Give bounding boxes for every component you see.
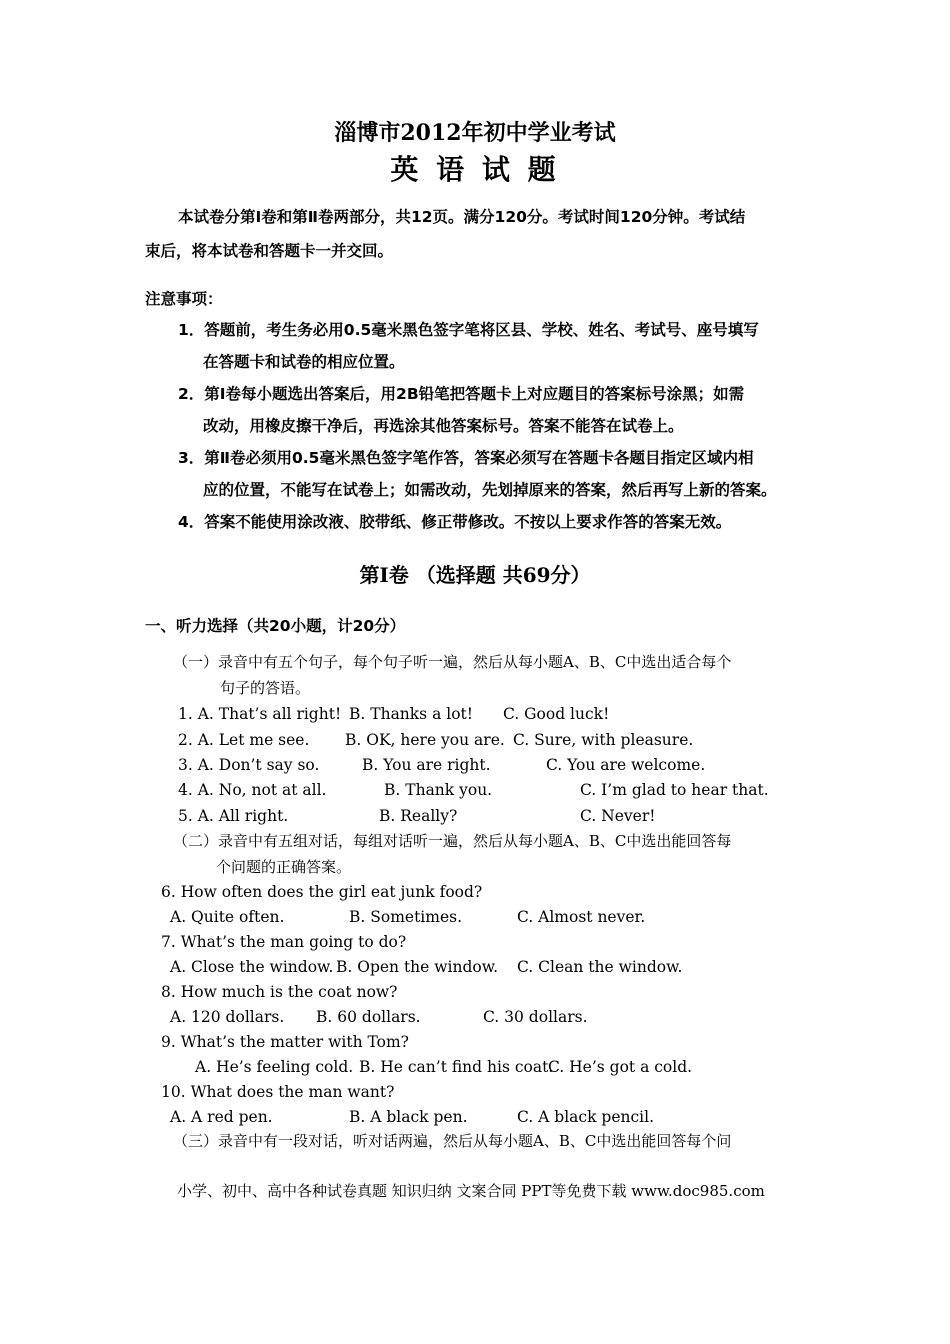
q2-option-a: 2. A. Let me see. — [178, 731, 310, 749]
q7-option-a: A. Close the window. — [170, 958, 334, 976]
intro-line-2: 束后，将本试卷和答题卡一并交回。 — [145, 242, 394, 260]
q8-option-a: A. 120 dollars. — [170, 1008, 285, 1026]
q3-option-a: 3. A. Don’t say so. — [178, 756, 320, 774]
q1-option-a: 1. A. That’s all right! — [178, 705, 342, 723]
note-1-line-1: 1．答题前，考生务必用0.5毫米黑色签字笔将区县、学校、姓名、考试号、座号填写 — [178, 321, 759, 339]
q9-option-a: A. He’s feeling cold. — [195, 1058, 354, 1076]
sub-1-line-2: 句子的答语。 — [220, 679, 311, 697]
q7-option-b: B. Open the window. — [336, 958, 499, 976]
part-1-heading: 一、听力选择（共20小题，计20分） — [145, 617, 406, 635]
q6-option-c: C. Almost never. — [517, 908, 646, 926]
notes-heading: 注意事项： — [145, 290, 223, 308]
q4-option-b: B. Thank you. — [384, 781, 493, 799]
note-3-line-1: 3．第Ⅱ卷必须用0.5毫米黑色签字笔作答，答案必须写在答题卡各题目指定区域内相 — [178, 449, 754, 467]
note-4-line-1: 4．答案不能使用涂改液、胶带纸、修正带修改。不按以上要求作答的答案无效。 — [178, 513, 732, 531]
q7-option-c: C. Clean the window. — [517, 958, 683, 976]
q9-option-c: C. He’s got a cold. — [548, 1058, 693, 1076]
q5-option-b: B. Really? — [379, 807, 458, 825]
q1-option-c: C. Good luck! — [503, 705, 610, 723]
q6-question: 6. How often does the girl eat junk food? — [161, 883, 483, 901]
q8-question: 8. How much is the coat now? — [161, 983, 398, 1001]
exam-subject: 英 语 试 题 — [390, 153, 560, 186]
q5-option-c: C. Never! — [580, 807, 656, 825]
q2-option-b: B. OK, here you are. — [345, 731, 505, 749]
q3-option-c: C. You are welcome. — [546, 756, 706, 774]
q8-option-c: C. 30 dollars. — [483, 1008, 588, 1026]
q2-option-c: C. Sure, with pleasure. — [513, 731, 694, 749]
q4-option-a: 4. A. No, not at all. — [178, 781, 327, 799]
sub-3-line-1: （三）录音中有一段对话，听对话两遍，然后从每小题A、B、C中选出能回答每个问 — [173, 1132, 732, 1150]
q3-option-b: B. You are right. — [362, 756, 491, 774]
q10-option-c: C. A black pencil. — [517, 1108, 655, 1126]
sub-2-line-1: （二）录音中有五组对话，每组对话听一遍，然后从每小题A、B、C中选出能回答每 — [173, 832, 732, 850]
note-2-line-1: 2．第Ⅰ卷每小题选出答案后，用2B铅笔把答题卡上对应题目的答案标号涂黑；如需 — [178, 385, 745, 403]
page-footer: 小学、初中、高中各种试卷真题 知识归纳 文案合同 PPT等免费下载 www.doc985.com — [177, 1182, 765, 1200]
q6-option-a: A. Quite often. — [170, 908, 285, 926]
q9-option-b: B. He can’t find his coat. — [359, 1058, 554, 1076]
sub-2-line-2: 个问题的正确答案。 — [216, 858, 352, 876]
q4-option-c: C. I’m glad to hear that. — [580, 781, 769, 799]
q5-option-a: 5. A. All right. — [178, 807, 289, 825]
note-3-line-2: 应的位置，不能写在试卷上；如需改动，先划掉原来的答案，然后再写上新的答案。 — [203, 481, 777, 499]
q1-option-b: B. Thanks a lot! — [349, 705, 473, 723]
q10-option-a: A. A red pen. — [170, 1108, 273, 1126]
exam-title: 淄博市2012年初中学业考试 — [334, 120, 616, 146]
section-1-title: 第Ⅰ卷 （选择题 共69分） — [359, 563, 591, 587]
q8-option-b: B. 60 dollars. — [316, 1008, 421, 1026]
note-2-line-2: 改动，用橡皮擦干净后，再选涂其他答案标号。答案不能答在试卷上。 — [203, 417, 684, 435]
q10-question: 10. What does the man want? — [161, 1083, 395, 1101]
q9-question: 9. What’s the matter with Tom? — [161, 1033, 409, 1051]
q10-option-b: B. A black pen. — [349, 1108, 468, 1126]
note-1-line-2: 在答题卡和试卷的相应位置。 — [203, 353, 405, 371]
q6-option-b: B. Sometimes. — [349, 908, 463, 926]
intro-line-1: 本试卷分第Ⅰ卷和第Ⅱ卷两部分，共12页。满分120分。考试时间120分钟。考试结 — [178, 208, 746, 226]
sub-1-line-1: （一）录音中有五个句子，每个句子听一遍，然后从每小题A、B、C中选出适合每个 — [173, 653, 732, 671]
q7-question: 7. What’s the man going to do? — [161, 933, 407, 951]
